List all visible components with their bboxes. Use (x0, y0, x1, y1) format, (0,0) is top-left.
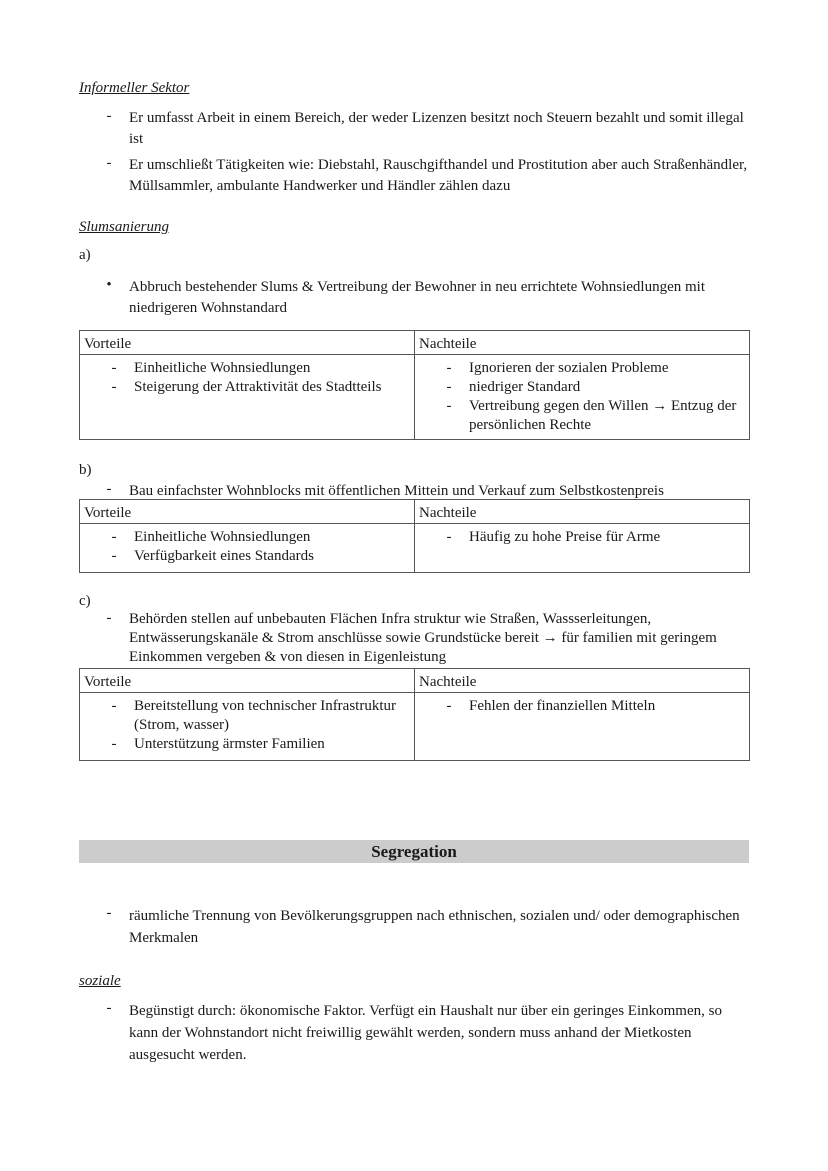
list-item: - Ignorieren der sozialen Probleme (446, 360, 669, 376)
section-heading-slumsanierung: Slumsanierung (79, 219, 169, 235)
sub-label-c: c) (79, 593, 91, 609)
vorteile-header: Vorteile (80, 669, 415, 693)
bullet-marker: - (106, 610, 112, 626)
section-heading-informeller: Informeller Sektor (79, 80, 190, 96)
bullet-marker: - (106, 481, 112, 497)
vorteile-header: Vorteile (80, 331, 415, 355)
vorteile-header: Vorteile (80, 500, 415, 524)
nachteile-header: Nachteile (415, 669, 750, 693)
list-item: - Häufig zu hohe Preise für Arme (446, 529, 661, 545)
bullet-marker: - (106, 1000, 112, 1016)
pros-cons-table-c (79, 668, 750, 761)
sub-label-a: a) (79, 247, 91, 263)
bullet-text: Abbruch bestehender Slums & Vertreibung der Bewohner in neu errichtete Wohnsiedlungen mit niedrigeren Wohnstandard (129, 279, 706, 316)
bullet-text: räumliche Trennung von Bevölkerungsgruppen nach ethnischen, sozialen und/ oder demographischen Merkmalen (129, 908, 740, 946)
list-item: - Steigerung der Attraktivität des Stadtteils (111, 379, 382, 395)
segregation-title-bar: Segregation (79, 840, 749, 863)
vorteile-cell (80, 355, 415, 440)
bullet-text: Behörden stellen auf unbebauten Flächen Infra struktur wie Straßen, Wassserleitungen, Entwässerungskanäle & Strom anschlüsse sowie Grundstücke bereit → für familien mit geringem Einkommen vergeben & von diesen in Eigenleistung (129, 611, 717, 665)
bullet-text: Er umschließt Tätigkeiten wie: Diebstahl, Rauschgifthandel und Prostitution aber auch Straßenhändler, Müllsammler, ambulante Handwerker und Händler zählen dazu (129, 157, 748, 194)
pros-cons-table-b (79, 499, 750, 573)
nachteile-cell (415, 355, 750, 440)
list-item: - Vertreibung gegen den Willen → Entzug der persönlichen Rechte (446, 398, 737, 433)
bullet-text: Begünstigt durch: ökonomische Faktor. Verfügt ein Haushalt nur über ein geringes Einkommen, so kann der Wohnstandort nicht freiwillig gewählt werden, sondern muss anhand der Mietkosten ausgesucht werden. (129, 1003, 722, 1063)
vorteile-cell (80, 693, 415, 761)
nachteile-header: Nachteile (415, 331, 750, 355)
vorteile-cell (80, 524, 415, 573)
list-item: - Einheitliche Wohnsiedlungen (111, 529, 311, 545)
list-item: - Verfügbarkeit eines Standards (111, 548, 314, 564)
bullet-marker: - (106, 108, 112, 124)
list-item: - Unterstützung ärmster Familien (111, 736, 325, 752)
nachteile-cell (415, 524, 750, 573)
sub-label-b: b) (79, 462, 92, 478)
bullet-text: Bau einfachster Wohnblocks mit öffentlichen Mittein und Verkauf zum Selbstkostenpreis (129, 483, 664, 499)
list-item: - Fehlen der finanziellen Mitteln (446, 698, 656, 714)
pros-cons-table-a (79, 330, 750, 440)
nachteile-header: Nachteile (415, 500, 750, 524)
list-item: - Einheitliche Wohnsiedlungen (111, 360, 311, 376)
section-heading-soziale: soziale (79, 973, 121, 989)
bullet-text: Er umfasst Arbeit in einem Bereich, der weder Lizenzen besitzt noch Steuern bezahlt und somit illegal ist (129, 110, 744, 147)
bullet-marker: • (106, 277, 112, 293)
bullet-marker: - (106, 155, 112, 171)
bullet-marker: - (106, 905, 112, 921)
list-item: - niedriger Standard (446, 379, 581, 395)
list-item: - Bereitstellung von technischer Infrastruktur (Strom, wasser) (111, 698, 397, 733)
nachteile-cell (415, 693, 750, 761)
